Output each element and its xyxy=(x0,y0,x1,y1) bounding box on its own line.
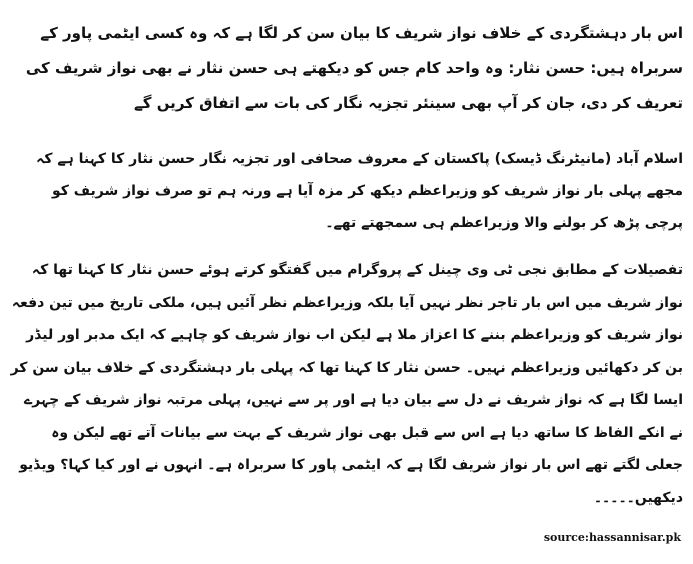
article-paragraph-intro: اسلام آباد (مانیٹرنگ ڈیسک) پاکستان کے معروف صحافی اور تجزیہ نگار حسن نثار کا کہنا ہے کہ مجھے پہلی بار نواز شریف کو وزیراعظم دیکھ کر مزہ آیا ہے ورنہ ہم تو صرف نواز شریف کو پرچی پڑھ کر بولنے والا وزیراعظم ہی سمجھتے تھے۔ xyxy=(36,151,683,231)
article-paragraph-details: تفصیلات کے مطابق نجی ٹی وی چینل کے پروگرام میں گفتگو کرتے ہوئے حسن نثار کا کہنا تھا کہ نواز شریف میں اس بار تاجر نظر نہیں آیا بلکہ وزیراعظم نظر آئیں ہیں، ملکی تاریخ میں تین دفعہ نواز شریف کو وزیراعظم بننے کا اعزاز ملا ہے لیکن اب نواز شریف کو چاہیے کہ ایک مدبر اور لیڈر بن کر دکھائیں وزیراعظم نہیں۔ حسن نثار کا کہنا تھا کہ پہلی بار دہشتگردی کے خلاف بیان سن کر ایسا لگا ہے کہ نواز شریف نے دل سے بیان دیا ہے اور پر سے نہیں، پہلی مرتبہ نواز شریف کے چہرے نے انکے الفاظ کا ساتھ دیا ہے اس سے قبل بھی نواز شریف کے بہت سے بیانات آتے تھے لیکن وہ جعلی لگتے تھے اس بار نواز شریف لگا ہے کہ ایٹمی پاور کا سربراہ ہے۔ انہوں نے اور کیا کہا؟ ویڈیو دیکھیں۔۔۔۔۔ xyxy=(10,262,683,506)
source-credit: source:hassannisar.pk xyxy=(543,531,681,544)
article-headline: اس بار دہشتگردی کے خلاف نواز شریف کا بیان سن کر لگا ہے کہ وہ کسی ایٹمی پاور کے سربراہ ہیں: حسن نثار: وہ واحد کام جس کو دیکھتے ہی حسن نثار نے بھی نواز شریف کی تعریف کر دی، جان کر آپ بھی سینئر تجزیہ نگار کی بات سے اتفاق کریں گے xyxy=(25,24,683,112)
